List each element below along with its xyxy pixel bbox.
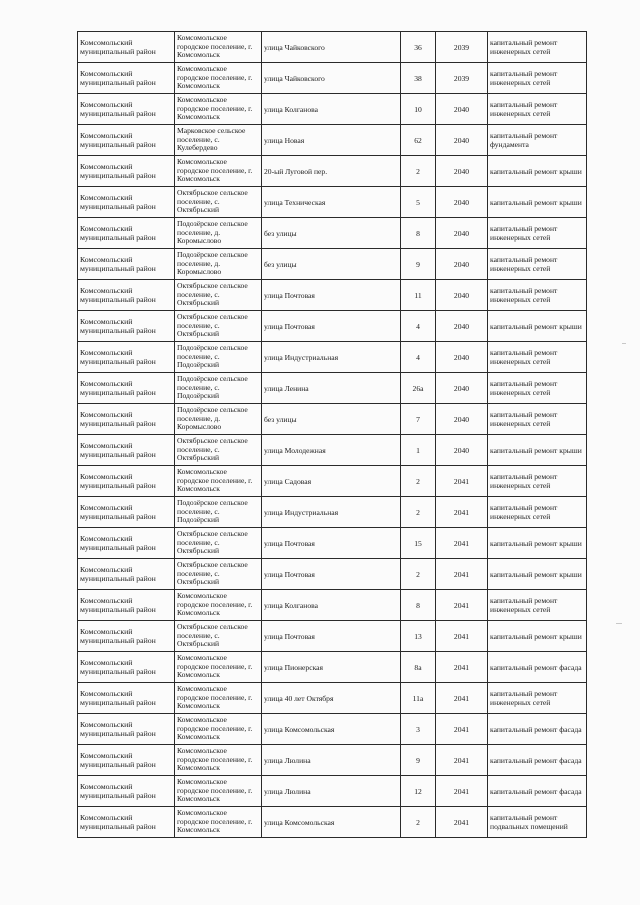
year-cell: 2041 (436, 652, 488, 683)
settlement-cell: Комсомольское городское поселение, г. Комсомольск (175, 94, 262, 125)
work-type-cell: капитальный ремонт фасада (488, 652, 587, 683)
year-cell: 2040 (436, 187, 488, 218)
table-row (78, 94, 587, 125)
district-cell: Комсомольский муниципальный район (78, 32, 175, 63)
table-row (78, 745, 587, 776)
house-number-cell: 8а (401, 652, 436, 683)
street-cell: улица Почтовая (262, 311, 401, 342)
street-cell: без улицы (262, 404, 401, 435)
work-type-cell: капитальный ремонт инженерных сетей (488, 218, 587, 249)
district-cell: Комсомольский муниципальный район (78, 94, 175, 125)
district-cell: Комсомольский муниципальный район (78, 466, 175, 497)
street-cell: улица Индустриальная (262, 497, 401, 528)
district-cell: Комсомольский муниципальный район (78, 311, 175, 342)
street-cell: улица Комсомольская (262, 807, 401, 838)
street-cell: улица Почтовая (262, 621, 401, 652)
street-cell: улица Почтовая (262, 559, 401, 590)
table-row (78, 280, 587, 311)
district-cell: Комсомольский муниципальный район (78, 745, 175, 776)
work-type-cell: капитальный ремонт инженерных сетей (488, 249, 587, 280)
scan-mark (622, 343, 626, 344)
year-cell: 2041 (436, 621, 488, 652)
house-number-cell: 15 (401, 528, 436, 559)
year-cell: 2040 (436, 249, 488, 280)
district-cell: Комсомольский муниципальный район (78, 807, 175, 838)
year-cell: 2041 (436, 528, 488, 559)
repair-schedule-table (77, 31, 587, 838)
settlement-cell: Октябрьское сельское поселение, с. Октябрьский (175, 311, 262, 342)
house-number-cell: 9 (401, 745, 436, 776)
year-cell: 2039 (436, 63, 488, 94)
house-number-cell: 9 (401, 249, 436, 280)
settlement-cell: Комсомольское городское поселение, г. Комсомольск (175, 466, 262, 497)
table-row (78, 621, 587, 652)
table-row (78, 807, 587, 838)
house-number-cell: 7 (401, 404, 436, 435)
table-row (78, 125, 587, 156)
table-row (78, 466, 587, 497)
work-type-cell: капитальный ремонт инженерных сетей (488, 466, 587, 497)
house-number-cell: 10 (401, 94, 436, 125)
year-cell: 2040 (436, 125, 488, 156)
settlement-cell: Марковское сельское поселение, с. Кулебердево (175, 125, 262, 156)
settlement-cell: Комсомольское городское поселение, г. Комсомольск (175, 652, 262, 683)
year-cell: 2040 (436, 373, 488, 404)
work-type-cell: капитальный ремонт инженерных сетей (488, 404, 587, 435)
table-row (78, 32, 587, 63)
work-type-cell: капитальный ремонт крыши (488, 621, 587, 652)
work-type-cell: капитальный ремонт инженерных сетей (488, 32, 587, 63)
settlement-cell: Октябрьское сельское поселение, с. Октябрьский (175, 187, 262, 218)
house-number-cell: 2 (401, 559, 436, 590)
year-cell: 2040 (436, 94, 488, 125)
settlement-cell: Комсомольское городское поселение, г. Комсомольск (175, 807, 262, 838)
settlement-cell: Подозёрское сельское поселение, д. Коромыслово (175, 249, 262, 280)
street-cell: улица Молодежная (262, 435, 401, 466)
district-cell: Комсомольский муниципальный район (78, 280, 175, 311)
settlement-cell: Октябрьское сельское поселение, с. Октябрьский (175, 528, 262, 559)
district-cell: Комсомольский муниципальный район (78, 559, 175, 590)
scan-mark (616, 623, 622, 624)
settlement-cell: Октябрьское сельское поселение, с. Октябрьский (175, 435, 262, 466)
table-row (78, 404, 587, 435)
table-row (78, 373, 587, 404)
district-cell: Комсомольский муниципальный район (78, 63, 175, 94)
work-type-cell: капитальный ремонт фундамента (488, 125, 587, 156)
house-number-cell: 3 (401, 714, 436, 745)
table-row (78, 187, 587, 218)
table-row (78, 776, 587, 807)
year-cell: 2039 (436, 32, 488, 63)
year-cell: 2041 (436, 776, 488, 807)
work-type-cell: капитальный ремонт инженерных сетей (488, 63, 587, 94)
table-row (78, 435, 587, 466)
year-cell: 2040 (436, 404, 488, 435)
street-cell: улица Садовая (262, 466, 401, 497)
work-type-cell: капитальный ремонт фасада (488, 776, 587, 807)
district-cell: Комсомольский муниципальный район (78, 187, 175, 218)
work-type-cell: капитальный ремонт фасада (488, 745, 587, 776)
settlement-cell: Комсомольское городское поселение, г. Комсомольск (175, 32, 262, 63)
table-row (78, 63, 587, 94)
settlement-cell: Комсомольское городское поселение, г. Комсомольск (175, 590, 262, 621)
work-type-cell: капитальный ремонт инженерных сетей (488, 94, 587, 125)
house-number-cell: 12 (401, 776, 436, 807)
street-cell: 20-ый Луговой пер. (262, 156, 401, 187)
district-cell: Комсомольский муниципальный район (78, 683, 175, 714)
district-cell: Комсомольский муниципальный район (78, 497, 175, 528)
settlement-cell: Комсомольское городское поселение, г. Комсомольск (175, 714, 262, 745)
year-cell: 2041 (436, 559, 488, 590)
house-number-cell: 4 (401, 342, 436, 373)
year-cell: 2040 (436, 342, 488, 373)
settlement-cell: Комсомольское городское поселение, г. Комсомольск (175, 156, 262, 187)
work-type-cell: капитальный ремонт инженерных сетей (488, 280, 587, 311)
house-number-cell: 2 (401, 156, 436, 187)
street-cell: улица Почтовая (262, 528, 401, 559)
year-cell: 2040 (436, 156, 488, 187)
work-type-cell: капитальный ремонт инженерных сетей (488, 373, 587, 404)
street-cell: улица Чайковского (262, 32, 401, 63)
year-cell: 2041 (436, 497, 488, 528)
table-row (78, 590, 587, 621)
house-number-cell: 38 (401, 63, 436, 94)
work-type-cell: капитальный ремонт подвальных помещений (488, 807, 587, 838)
year-cell: 2041 (436, 466, 488, 497)
street-cell: улица Индустриальная (262, 342, 401, 373)
district-cell: Комсомольский муниципальный район (78, 528, 175, 559)
house-number-cell: 36 (401, 32, 436, 63)
table-row (78, 559, 587, 590)
year-cell: 2040 (436, 311, 488, 342)
table-row (78, 683, 587, 714)
street-cell: улица Чайковского (262, 63, 401, 94)
district-cell: Комсомольский муниципальный район (78, 156, 175, 187)
work-type-cell: капитальный ремонт инженерных сетей (488, 497, 587, 528)
house-number-cell: 2 (401, 497, 436, 528)
street-cell: улица Новая (262, 125, 401, 156)
settlement-cell: Октябрьское сельское поселение, с. Октябрьский (175, 280, 262, 311)
district-cell: Комсомольский муниципальный район (78, 714, 175, 745)
table-row (78, 311, 587, 342)
street-cell: улица Почтовая (262, 280, 401, 311)
table-row (78, 714, 587, 745)
settlement-cell: Октябрьское сельское поселение, с. Октябрьский (175, 559, 262, 590)
table-row (78, 249, 587, 280)
house-number-cell: 26а (401, 373, 436, 404)
work-type-cell: капитальный ремонт инженерных сетей (488, 590, 587, 621)
house-number-cell: 13 (401, 621, 436, 652)
table-row (78, 528, 587, 559)
house-number-cell: 2 (401, 807, 436, 838)
house-number-cell: 11а (401, 683, 436, 714)
district-cell: Комсомольский муниципальный район (78, 249, 175, 280)
house-number-cell: 62 (401, 125, 436, 156)
table-row (78, 652, 587, 683)
settlement-cell: Комсомольское городское поселение, г. Комсомольск (175, 63, 262, 94)
district-cell: Комсомольский муниципальный район (78, 621, 175, 652)
work-type-cell: капитальный ремонт инженерных сетей (488, 342, 587, 373)
table-body (78, 32, 587, 838)
house-number-cell: 4 (401, 311, 436, 342)
work-type-cell: капитальный ремонт крыши (488, 156, 587, 187)
year-cell: 2041 (436, 683, 488, 714)
street-cell: улица Ленина (262, 373, 401, 404)
table-row (78, 156, 587, 187)
year-cell: 2041 (436, 590, 488, 621)
street-cell: без улицы (262, 218, 401, 249)
year-cell: 2040 (436, 280, 488, 311)
street-cell: улица Люлина (262, 745, 401, 776)
work-type-cell: капитальный ремонт инженерных сетей (488, 683, 587, 714)
house-number-cell: 8 (401, 590, 436, 621)
street-cell: улица Комсомольская (262, 714, 401, 745)
district-cell: Комсомольский муниципальный район (78, 590, 175, 621)
district-cell: Комсомольский муниципальный район (78, 435, 175, 466)
settlement-cell: Подозёрское сельское поселение, д. Коромыслово (175, 404, 262, 435)
settlement-cell: Подозёрское сельское поселение, с. Подозёрский (175, 373, 262, 404)
work-type-cell: капитальный ремонт крыши (488, 435, 587, 466)
district-cell: Комсомольский муниципальный район (78, 125, 175, 156)
work-type-cell: капитальный ремонт крыши (488, 187, 587, 218)
street-cell: улица Пионерская (262, 652, 401, 683)
house-number-cell: 2 (401, 466, 436, 497)
house-number-cell: 11 (401, 280, 436, 311)
district-cell: Комсомольский муниципальный район (78, 218, 175, 249)
district-cell: Комсомольский муниципальный район (78, 652, 175, 683)
street-cell: без улицы (262, 249, 401, 280)
district-cell: Комсомольский муниципальный район (78, 373, 175, 404)
street-cell: улица Люлина (262, 776, 401, 807)
work-type-cell: капитальный ремонт крыши (488, 559, 587, 590)
settlement-cell: Подозёрское сельское поселение, с. Подозёрский (175, 342, 262, 373)
district-cell: Комсомольский муниципальный район (78, 404, 175, 435)
table-row (78, 342, 587, 373)
year-cell: 2040 (436, 218, 488, 249)
settlement-cell: Подозёрское сельское поселение, д. Коромыслово (175, 218, 262, 249)
street-cell: улица Колганова (262, 94, 401, 125)
year-cell: 2041 (436, 807, 488, 838)
district-cell: Комсомольский муниципальный район (78, 776, 175, 807)
street-cell: улица Техническая (262, 187, 401, 218)
year-cell: 2041 (436, 745, 488, 776)
settlement-cell: Октябрьское сельское поселение, с. Октябрьский (175, 621, 262, 652)
table-row (78, 497, 587, 528)
work-type-cell: капитальный ремонт крыши (488, 528, 587, 559)
house-number-cell: 5 (401, 187, 436, 218)
work-type-cell: капитальный ремонт фасада (488, 714, 587, 745)
street-cell: улица Колганова (262, 590, 401, 621)
street-cell: улица 40 лет Октября (262, 683, 401, 714)
house-number-cell: 1 (401, 435, 436, 466)
settlement-cell: Комсомольское городское поселение, г. Комсомольск (175, 745, 262, 776)
work-type-cell: капитальный ремонт крыши (488, 311, 587, 342)
year-cell: 2040 (436, 435, 488, 466)
house-number-cell: 8 (401, 218, 436, 249)
settlement-cell: Комсомольское городское поселение, г. Комсомольск (175, 776, 262, 807)
year-cell: 2041 (436, 714, 488, 745)
settlement-cell: Подозёрское сельское поселение, с. Подозёрский (175, 497, 262, 528)
settlement-cell: Комсомольское городское поселение, г. Комсомольск (175, 683, 262, 714)
table-row (78, 218, 587, 249)
district-cell: Комсомольский муниципальный район (78, 342, 175, 373)
